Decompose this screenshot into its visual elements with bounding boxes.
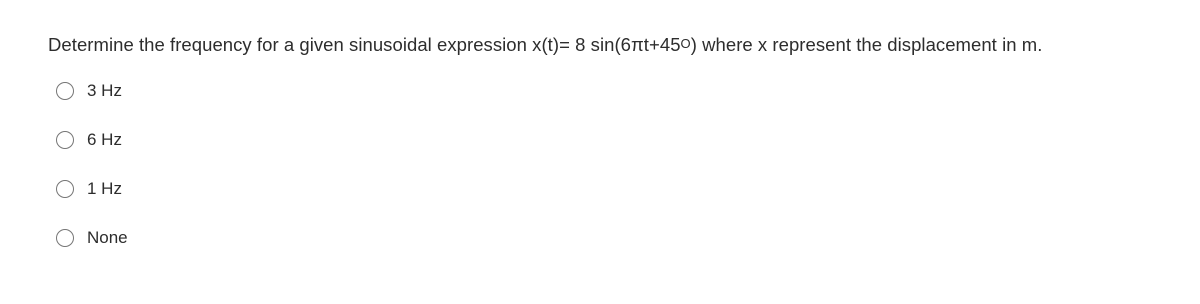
answer-options: [56, 79, 128, 275]
question-text-main: Determine the frequency for a given sinusoidal expression x(t)= 8 sin(6πt+45: [48, 34, 681, 55]
option-label: 3 Hz: [87, 81, 122, 100]
option-6hz[interactable]: [56, 128, 128, 152]
option-3hz[interactable]: [56, 79, 128, 103]
question-text: [48, 33, 1042, 59]
radio-button[interactable]: [56, 229, 74, 247]
radio-button[interactable]: [56, 82, 74, 100]
question-text-tail: ) where x represent the displacement in m.: [690, 34, 1043, 55]
option-1hz[interactable]: [56, 177, 128, 201]
option-label: None: [87, 228, 128, 247]
radio-button[interactable]: [56, 131, 74, 149]
option-label: 6 Hz: [87, 130, 122, 149]
option-label: 1 Hz: [87, 179, 122, 198]
option-none[interactable]: [56, 226, 128, 250]
degree-superscript: O: [680, 36, 691, 51]
radio-button[interactable]: [56, 180, 74, 198]
